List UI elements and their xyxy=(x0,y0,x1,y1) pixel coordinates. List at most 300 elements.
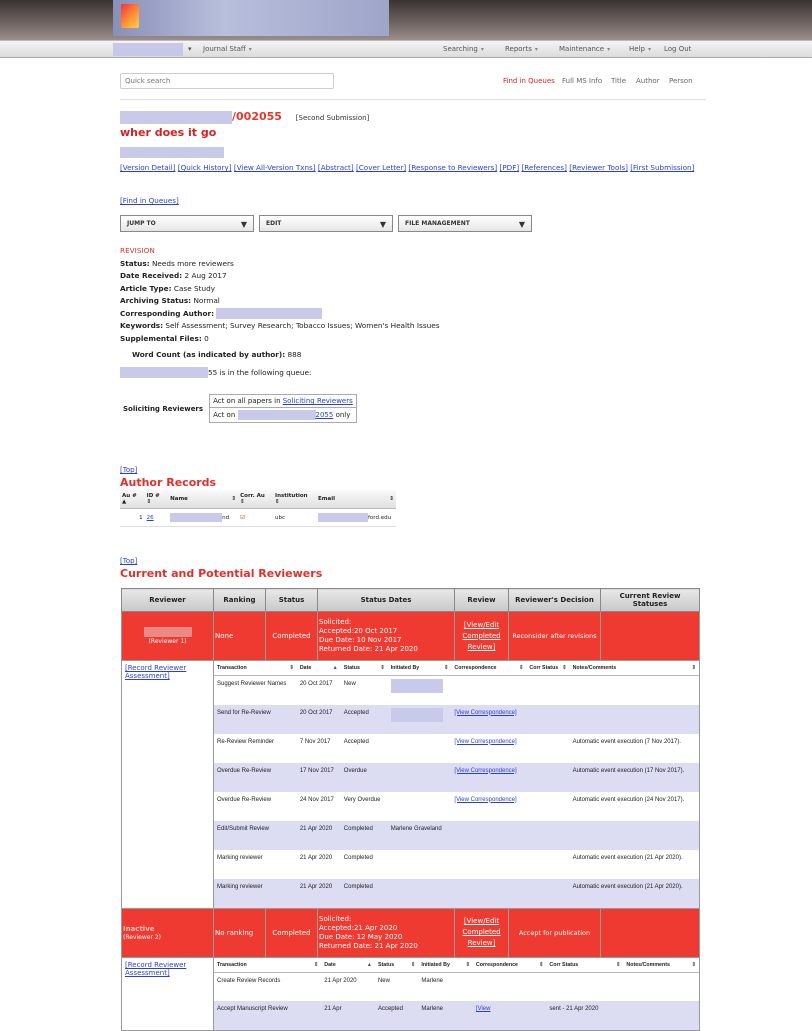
chevron-down-icon: ▾ xyxy=(647,46,651,53)
cell-text: Accepted xyxy=(377,1006,403,1012)
chevron-down-icon: ▾ xyxy=(607,46,611,53)
table-cell xyxy=(570,850,699,879)
link-first-submission[interactable]: [First Submission] xyxy=(630,163,695,172)
table-cell xyxy=(388,676,452,705)
cell-text: 21 Apr xyxy=(324,1006,342,1012)
col-institution[interactable] xyxy=(273,490,316,509)
table-row xyxy=(214,676,699,705)
sort-icon: ⇕ xyxy=(313,961,319,968)
sort-icon: ⇕ xyxy=(615,961,621,968)
reviewer-2-detail-row xyxy=(122,957,700,1031)
caret-down-icon: ▼ xyxy=(240,220,247,229)
nav-reports[interactable] xyxy=(505,45,538,53)
table-cell xyxy=(570,734,699,763)
author-records-heading: Author Records xyxy=(120,476,217,489)
redacted-ms-id xyxy=(120,367,208,378)
column-label: Transaction xyxy=(217,961,247,968)
table-cell xyxy=(526,879,569,908)
cell-text: Completed xyxy=(343,825,373,832)
view-correspondence-link[interactable]: [View Correspondence] xyxy=(454,767,517,774)
wordcount-value: 888 xyxy=(287,350,302,359)
rev1-returned: Returned Date: 21 Apr 2020 xyxy=(319,645,418,653)
cell-text: Overdue Re-Review xyxy=(217,796,272,803)
submission-label: [Second Submission] xyxy=(295,114,370,122)
sort-icon: ⇕ xyxy=(518,665,524,671)
corresponding-label: Corresponding Author: xyxy=(120,308,215,318)
table-cell xyxy=(451,734,526,763)
cell-text: 21 Apr 2020 xyxy=(324,977,357,984)
caret-down-icon: ▼ xyxy=(379,220,386,229)
nav-journal-staff[interactable] xyxy=(203,45,252,53)
reviewers-heading: Current and Potential Reviewers xyxy=(120,567,323,580)
cell-text: Accepted xyxy=(343,738,369,745)
column-label: Status xyxy=(343,665,360,671)
file-management-dropdown[interactable] xyxy=(398,215,532,232)
table-cell xyxy=(341,879,388,908)
table-cell xyxy=(388,821,452,850)
table-cell xyxy=(388,792,452,821)
reviewer-1-dates xyxy=(318,612,455,661)
col-au-label: Au # xyxy=(122,493,137,499)
link-find-in-queues-wrap xyxy=(120,196,179,205)
nav-help-label: Help xyxy=(629,45,645,53)
table-cell xyxy=(526,821,569,850)
redacted-corresponding-author xyxy=(216,308,322,319)
act-on-label: Act on xyxy=(213,411,236,419)
col-corr-status[interactable] xyxy=(526,661,569,676)
table-cell xyxy=(297,879,341,908)
table-cell xyxy=(526,850,569,879)
redacted-journal-code xyxy=(120,111,232,124)
table-cell xyxy=(297,792,341,821)
table-row xyxy=(214,734,699,763)
link-version-detail[interactable]: [Version Detail] xyxy=(120,163,176,172)
table-cell xyxy=(297,821,341,850)
jump-to-dropdown[interactable] xyxy=(120,215,254,232)
column-label: Date xyxy=(299,665,312,671)
cell-text: Automatic event execution (17 Nov 2017). xyxy=(572,767,685,774)
col-corr-label: Corr. Au xyxy=(240,493,265,499)
table-cell xyxy=(214,972,321,1001)
reviewer-2-name: Inactive xyxy=(123,924,155,933)
date-label: Date Received: xyxy=(120,271,183,280)
table-cell xyxy=(214,705,297,734)
author-institution: ubc xyxy=(273,509,316,527)
header-status: Status xyxy=(266,589,318,612)
journal-logo[interactable] xyxy=(113,0,389,36)
nav-maintenance[interactable] xyxy=(559,45,610,53)
cell-text: Edit/Submit Review xyxy=(217,825,270,832)
col-initiated-by[interactable] xyxy=(388,661,452,676)
table-cell xyxy=(546,1001,623,1030)
cell-text: Send for Re-Review xyxy=(217,709,271,716)
reviewer-2-label: (Reviewer 2) xyxy=(123,933,161,941)
cell-text: Marlene Graveland xyxy=(390,825,442,832)
sort-icon: ⇕ xyxy=(691,665,696,671)
rev2-returned: Returned Date: 21 Apr 2020 xyxy=(319,941,418,950)
edit-dropdown[interactable] xyxy=(259,215,393,232)
search-tab-author[interactable]: Author xyxy=(636,77,660,85)
column-label: Transaction xyxy=(217,665,247,671)
table-cell xyxy=(388,705,452,734)
manuscript-links xyxy=(120,162,710,174)
caret-down-icon: ▼ xyxy=(518,220,525,229)
table-cell xyxy=(388,763,452,792)
edit-label: EDIT xyxy=(266,220,282,227)
sort-icon: ⇕ xyxy=(380,665,385,671)
top-link[interactable]: [Top] xyxy=(120,466,138,474)
reviewer-1-transactions-table xyxy=(214,661,699,908)
redacted-email xyxy=(318,513,368,522)
nav-journal-staff-label: Journal Staff xyxy=(203,45,246,53)
act-on-all-link[interactable]: Soliciting Reviewers xyxy=(282,397,353,405)
redacted-initiator xyxy=(391,708,443,722)
record-assessment-cell xyxy=(122,957,214,1031)
column-label: Status xyxy=(377,961,395,968)
column-label: Date xyxy=(324,961,336,968)
status-label: Status: xyxy=(120,258,150,268)
sort-asc-icon: ▲ xyxy=(366,961,372,968)
sort-icon: ⇕ xyxy=(538,961,544,968)
table-cell xyxy=(388,850,452,879)
table-cell xyxy=(623,972,699,1001)
cell-text: 21 Apr 2020 xyxy=(299,825,333,832)
reviewer-2-transactions-table xyxy=(214,958,699,1031)
link-cover-letter[interactable]: [Cover Letter] xyxy=(355,163,407,172)
table-cell xyxy=(388,734,452,763)
col-transaction[interactable] xyxy=(214,958,321,973)
cell-text: 20 Oct 2017 xyxy=(299,709,333,716)
column-label: Initiated By xyxy=(421,961,450,968)
col-notes-comments[interactable] xyxy=(623,958,699,973)
header-review: Review xyxy=(455,589,509,612)
manuscript-id xyxy=(120,110,369,124)
link-view-all-version-txns[interactable]: [View All-Version Txns] xyxy=(233,163,316,172)
table-cell xyxy=(321,972,375,1001)
reviewer-1-detail-row xyxy=(122,661,700,909)
link-pdf[interactable]: [PDF] xyxy=(499,163,520,172)
col-status[interactable] xyxy=(375,958,418,973)
reviewer-2-dates xyxy=(318,908,455,957)
table-cell xyxy=(214,850,297,879)
record-reviewer-assessment-link[interactable]: [Record Reviewer Assessment] xyxy=(125,664,187,680)
col-transaction[interactable] xyxy=(214,661,297,676)
cell-text: Completed xyxy=(343,854,373,861)
reviewer-2-row xyxy=(122,908,700,957)
column-label: Corr Status xyxy=(549,961,579,968)
table-cell xyxy=(526,734,569,763)
queue-line xyxy=(120,367,440,380)
nav-reports-label: Reports xyxy=(505,45,532,53)
cell-text: Automatic event execution (21 Apr 2020). xyxy=(572,854,683,861)
search-tab-label: Find in Queues xyxy=(503,77,555,85)
table-cell xyxy=(297,734,341,763)
table-cell xyxy=(341,676,388,705)
reviewer-2-transactions-cell xyxy=(214,957,700,1031)
queue-text: 55 is in the following queue: xyxy=(208,367,312,377)
col-corr[interactable] xyxy=(238,490,273,509)
column-label: Corr Status xyxy=(529,665,559,671)
chevron-down-icon: ▾ xyxy=(534,46,538,53)
view-edit-review-link[interactable]: [View/Edit Completed Review] xyxy=(462,620,501,651)
view-correspondence-link[interactable]: [View Correspondence] xyxy=(454,738,517,745)
link-response-to-reviewers[interactable]: [Response to Reviewers] xyxy=(408,163,498,172)
search-tab-title[interactable]: Title xyxy=(611,77,627,85)
cell-text: Overdue xyxy=(343,767,367,774)
col-au[interactable] xyxy=(120,490,145,509)
cell-text: 24 Nov 2017 xyxy=(299,796,334,803)
corresponding-line xyxy=(120,308,440,321)
archiving-label: Archiving Status: xyxy=(120,296,192,305)
rev2-due: Due Date: 12 May 2020 xyxy=(319,932,403,941)
nav-maintenance-label: Maintenance xyxy=(559,45,605,53)
supp-line xyxy=(120,333,440,346)
search-tab-find-in-queues[interactable] xyxy=(503,77,555,85)
column-label: Initiated By xyxy=(390,665,420,671)
sort-icon: ⇕ xyxy=(389,496,394,502)
column-label: Notes/Comments xyxy=(626,961,670,968)
col-corr-status[interactable] xyxy=(546,958,623,973)
cell-text: Re-Review Reminder xyxy=(217,738,275,745)
redacted-ms-id xyxy=(238,410,316,420)
reviewer-2-status: Completed xyxy=(266,908,318,957)
header-status-dates: Status Dates xyxy=(318,589,455,612)
col-date[interactable] xyxy=(297,661,341,676)
search-tab-full-ms-info[interactable]: Full MS Info xyxy=(562,77,603,85)
act-all-prefix: Act on all papers in xyxy=(213,397,283,405)
stage-label: REVISION xyxy=(120,246,155,255)
reviewer-1-cell xyxy=(122,612,214,661)
chevron-down-icon: ▾ xyxy=(248,46,252,53)
reviewer-1-decision: Reconsider after revisions xyxy=(509,612,601,661)
corr-author-checkbox: ☑ xyxy=(238,509,273,527)
sort-icon: ⇕ xyxy=(146,499,152,505)
type-value: Case Study xyxy=(173,283,216,293)
quick-search-input[interactable] xyxy=(120,73,334,89)
table-cell xyxy=(451,705,526,734)
cell-text: Automatic event execution (21 Apr 2020). xyxy=(572,883,683,890)
cell-text: Marlene xyxy=(421,977,444,984)
table-cell xyxy=(214,879,297,908)
queue-act-all-cell xyxy=(210,395,357,408)
redacted-initiator xyxy=(391,679,443,693)
view-correspondence-link[interactable]: [View Correspondence] xyxy=(454,709,517,716)
manuscript-title: wher does it go xyxy=(120,126,217,139)
reviewer-1-current-statuses xyxy=(601,612,700,661)
table-cell xyxy=(388,879,452,908)
cell-text: Suggest Reviewer Names xyxy=(217,681,287,687)
top-link[interactable]: [Top] xyxy=(120,557,138,565)
table-cell xyxy=(451,879,526,908)
col-correspondence[interactable] xyxy=(451,661,526,676)
col-email-label: Email xyxy=(318,496,335,502)
act-on-ms-link[interactable]: 2055 xyxy=(315,411,334,419)
reviewer-1-transactions-cell xyxy=(214,661,700,909)
reviewer-2-current-statuses xyxy=(601,908,700,957)
table-cell xyxy=(570,676,699,705)
table-cell xyxy=(473,972,547,1001)
table-cell xyxy=(526,763,569,792)
author-id-link[interactable]: 26 xyxy=(146,514,154,521)
table-row xyxy=(120,509,396,527)
table-cell xyxy=(451,676,526,705)
col-initiated-by[interactable] xyxy=(418,958,473,973)
col-email[interactable] xyxy=(316,490,396,509)
file-management-label: FILE MANAGEMENT xyxy=(405,220,470,227)
date-value: 2 Aug 2017 xyxy=(184,271,227,280)
manuscript-info xyxy=(120,245,440,379)
queue-act-one-cell xyxy=(210,408,357,423)
table-cell xyxy=(341,763,388,792)
reviewer-2-review-cell xyxy=(455,908,509,957)
nav-help[interactable] xyxy=(629,45,651,53)
only-label: only xyxy=(335,411,351,419)
rev2-solicited: Solicited: xyxy=(319,914,352,923)
cell-text: Automatic event execution (7 Nov 2017). xyxy=(572,738,681,745)
table-cell xyxy=(451,821,526,850)
col-status[interactable] xyxy=(341,661,388,676)
record-reviewer-assessment-link[interactable]: [Record Reviewer Assessment] xyxy=(125,960,187,977)
header-current-statuses: Current Review Statuses xyxy=(601,589,700,612)
table-cell xyxy=(570,821,699,850)
col-correspondence[interactable] xyxy=(473,958,547,973)
table-cell xyxy=(570,792,699,821)
nav-logout[interactable]: Log Out xyxy=(664,45,692,53)
cell-text: Overdue Re-Review xyxy=(217,767,272,774)
author-email-suffix: ford.edu xyxy=(368,515,392,521)
table-row xyxy=(214,1001,699,1030)
cell-text: Completed xyxy=(343,883,373,890)
manuscript-id-number: /002055 xyxy=(232,110,282,123)
cell-text: Marking reviewer xyxy=(217,883,263,890)
keywords-label: Keywords: xyxy=(120,321,164,330)
table-cell xyxy=(418,1001,473,1030)
col-id[interactable] xyxy=(145,490,168,509)
col-name[interactable] xyxy=(168,490,238,509)
table-cell xyxy=(375,1001,418,1030)
link-quick-history[interactable]: [Quick History] xyxy=(177,163,232,172)
type-line xyxy=(120,283,440,296)
reviewer-1-row xyxy=(122,612,700,661)
archiving-value: Normal xyxy=(193,296,220,305)
reviewer-2-decision: Accept for publication xyxy=(509,908,601,957)
header-ranking: Ranking xyxy=(214,589,266,612)
column-label: Correspondence xyxy=(475,961,518,968)
cell-text: 21 Apr 2020 xyxy=(299,883,333,890)
queue-name: Soliciting Reviewers xyxy=(123,404,204,413)
record-assessment-cell xyxy=(122,661,214,909)
cell-text: 17 Nov 2017 xyxy=(299,767,334,774)
sort-icon: ⇕ xyxy=(231,496,237,502)
search-tab-person[interactable]: Person xyxy=(669,77,693,85)
user-menu-redacted[interactable] xyxy=(113,43,183,56)
reviewers-table xyxy=(121,588,700,1031)
col-name-label: Name xyxy=(170,496,188,502)
sort-asc-icon: ▲ xyxy=(122,499,127,505)
jump-to-label: JUMP TO xyxy=(127,220,156,227)
cell-text: Automatic event execution (24 Nov 2017). xyxy=(572,796,685,803)
link-abstract[interactable]: [Abstract] xyxy=(317,163,354,172)
col-notes-comments[interactable] xyxy=(570,661,699,676)
cell-text: Create Review Records xyxy=(217,977,281,984)
header-reviewer: Reviewer xyxy=(122,589,214,612)
cell-text: 7 Nov 2017 xyxy=(299,738,331,745)
table-cell xyxy=(418,972,473,1001)
type-label: Article Type: xyxy=(120,283,172,293)
table-row xyxy=(214,879,699,908)
table-cell xyxy=(526,676,569,705)
table-cell xyxy=(214,821,297,850)
table-cell xyxy=(297,705,341,734)
cell-text: sent - 21 Apr 2020 xyxy=(549,1006,599,1012)
journal-staff-menu-chevron-icon: ▾ xyxy=(188,45,192,53)
table-cell xyxy=(451,792,526,821)
wordcount-label: Word Count (as indicated by author): xyxy=(132,350,286,359)
table-cell xyxy=(451,850,526,879)
cell-text: Marlene xyxy=(421,1006,444,1012)
table-cell xyxy=(473,1001,547,1030)
rev1-due: Due Date: 10 Nov 2017 xyxy=(319,636,402,644)
table-cell xyxy=(570,705,699,734)
reviewer-1-label: (Reviewer 1) xyxy=(148,638,187,645)
link-reviewer-tools[interactable]: [Reviewer Tools] xyxy=(569,163,628,172)
reviewer-1-review-cell xyxy=(455,612,509,661)
table-cell xyxy=(214,1001,321,1030)
archiving-line xyxy=(120,295,440,308)
sort-icon: ⇕ xyxy=(465,961,470,968)
col-institution-label: Institution xyxy=(275,493,308,499)
table-cell xyxy=(526,792,569,821)
table-cell xyxy=(214,676,297,705)
date-line xyxy=(120,270,440,283)
table-cell xyxy=(214,792,297,821)
author-name-suffix: nd xyxy=(222,515,230,521)
link-references[interactable]: [References] xyxy=(521,163,567,172)
view-edit-review-link[interactable]: [View/Edit Completed Review] xyxy=(462,917,501,947)
view-correspondence-link[interactable]: [View Correspondence] xyxy=(454,796,517,803)
cell-text: 21 Apr 2020 xyxy=(299,854,333,861)
table-row xyxy=(214,850,699,879)
table-cell xyxy=(214,763,297,792)
queue-table xyxy=(120,394,357,423)
site-banner xyxy=(0,0,812,40)
col-date[interactable] xyxy=(321,958,375,973)
sort-icon: ⇕ xyxy=(691,961,696,968)
nav-searching[interactable] xyxy=(443,45,484,53)
header-decision: Reviewer's Decision xyxy=(509,589,601,612)
table-row xyxy=(214,792,699,821)
cell-text: Accepted xyxy=(343,709,369,716)
chevron-down-icon: ▾ xyxy=(480,46,484,53)
link-find-in-queues[interactable]: [Find in Queues] xyxy=(120,196,179,205)
sort-asc-icon: ▲ xyxy=(332,665,338,671)
cell-text: 20 Oct 2017 xyxy=(299,681,333,687)
redacted-reviewer-name xyxy=(144,627,192,637)
table-row xyxy=(214,821,699,850)
column-label: Correspondence xyxy=(454,665,497,671)
author-records-table xyxy=(120,490,396,527)
table-cell xyxy=(570,879,699,908)
table-cell xyxy=(623,1001,699,1030)
nav-searching-label: Searching xyxy=(443,45,478,53)
cell-text: Very Overdue xyxy=(343,796,381,803)
view-correspondence-link[interactable]: [View xyxy=(475,1006,491,1012)
redacted-author-name xyxy=(120,147,224,158)
logo-mark-icon xyxy=(121,4,139,28)
sort-icon: ⇕ xyxy=(562,665,567,671)
cell-text: New xyxy=(343,681,356,687)
table-cell xyxy=(341,734,388,763)
